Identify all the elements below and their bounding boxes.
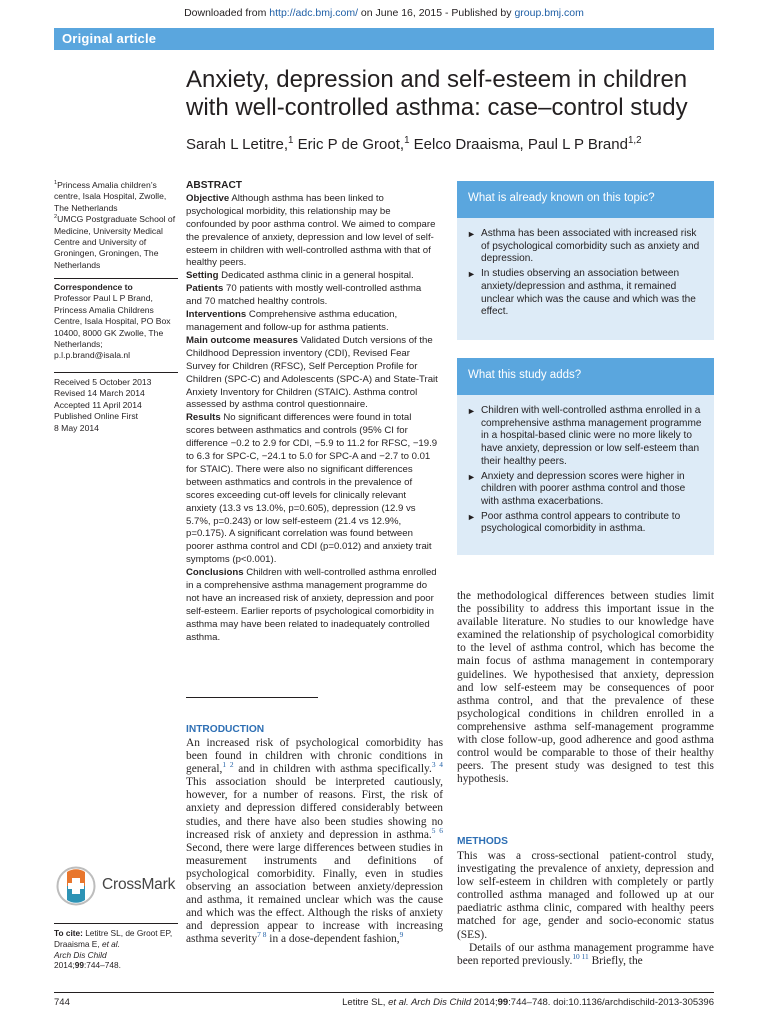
sidebar-divider: [54, 278, 178, 279]
abstract-patients: [186, 283, 439, 309]
known-item: [457, 268, 714, 319]
interventions-label: Interventions: [186, 309, 247, 321]
intro-continuation: [457, 590, 714, 786]
download-mid: on June 16, 2015 - Published by: [358, 7, 515, 19]
known-list: [457, 228, 714, 319]
patients-text: 70 patients with mostly well-controlled asthma and 70 matched healthy controls.: [186, 283, 422, 308]
outcome-text: Validated Dutch versions of the Childhood Depression inventory (CDI), Revised Fear Survey for Children (RFSC), Self Perception Profile for Children (SPC-C) and Adolescents (SPC-A) and State-Trait Anxiety Inventory for Children (STAIC). Asthma control assessed by asthma control questionnaire.: [186, 334, 438, 411]
intro-text-1: An increased risk of psychological comorbidity has been found in children with chronic conditions in general,: [186, 737, 443, 776]
footer-citation: [342, 997, 714, 1008]
known-item-text: In studies observing an association between anxiety/depression and asthma, it remained unclear which was the cause and which was the effect.: [481, 268, 696, 318]
intro-continuation-paragraph: the methodological differences between studies limit the possibility to address this important issue in the available literature. No studies to our knowledge have examined the relationship of psychological comorbidity to the level of asthma control, which has become the main focus of asthma management in contemporary guidelines. We hypothesised that anxiety, depression and low self-esteem may be consequences of poor asthma control, and that the prevalence of these psychological conditions in children enrolled in a comprehensive asthma self-management programme with close follow-up, good adherence and good asthma control would be comparable to those of their healthy peers. The present study was designed to test this hypothesis.: [457, 590, 714, 786]
correspondence-heading: Correspondence to: [54, 282, 133, 292]
author-2-affiliation: 1: [404, 135, 410, 146]
results-label: Results: [186, 412, 221, 424]
title-line-1: Anxiety, depression and self-esteem in children: [186, 66, 688, 93]
methods-text-2: Details of our asthma management programme have been reported previously.: [457, 941, 714, 967]
results-text: No significant differences were found in total scores between asthmatics and controls (95% CI for difference −0.2 to 2.9 for CDI, −5.9 to 11.2 for RFSC, −19.9 to 6.3 for SPC-C, −24.1 to 5.0 for SPC-A and −2.7 to 0.01 for STAIC). There were also no significant differences between asthmatics and controls in the prevalence of scores exceeding cut-off levels for clinically relevant anxiety (13.3 vs 13.0%, p=0.605), depression (12.9 vs 5.7%, p=0.243) or low self-esteem (21.4 vs 12.9%, p=0.175). A significant correlation was found between poorer asthma control and CDI (p=0.012) and anxiety trait symptoms (p<0.001).: [186, 412, 438, 566]
methods-paragraph-1: This was a cross-sectional patient-control study, investigating the prevalence of anxiety, depression and low self-esteem in children with completely or partly controlled asthma managed and followed up at our paediatric asthma clinic, compared with healthy peers matched for age, gender and socio-economic status (SES).: [457, 850, 714, 941]
abstract: [186, 180, 439, 645]
author-1-affiliation: 1: [288, 135, 294, 146]
cite-pages: :744–748.: [84, 960, 121, 971]
arrow-bullet-icon: ►: [467, 406, 476, 416]
abstract-setting: [186, 270, 439, 283]
adds-box: [457, 395, 714, 555]
cite-volume: 99: [74, 960, 84, 971]
outcome-label: Main outcome measures: [186, 334, 298, 346]
section-banner: [54, 28, 714, 50]
reference-link[interactable]: 7 8: [257, 930, 267, 940]
intro-text-5: in a dose-dependent fashion,: [266, 933, 400, 946]
known-item-text: Asthma has been associated with increased risk of psychological comorbidity such as anxiety and depression.: [481, 228, 700, 265]
intro-text-3: This association should be interpreted cautiously, however, for a number of reasons. First, the risk of anxiety and depression differed considerably between studies, and there have also been studies showing no increased risk of anxiety and depression in asthma.: [186, 776, 443, 841]
intro-text-2: and in children with asthma specifically.: [233, 763, 432, 776]
crossmark-label: CrossMark: [102, 876, 176, 893]
methods-body: [457, 850, 714, 968]
abstract-heading: ABSTRACT: [186, 180, 243, 191]
affiliation-2: [54, 214, 178, 271]
patients-label: Patients: [186, 283, 224, 295]
interventions-text: Comprehensive asthma education, management and follow-up for asthma patients.: [186, 309, 398, 333]
intro-text-4: Second, there were large differences between studies in measurement instruments and definitions of psychological comorbidity. Finally, even in studies observing an association between anxiety/depression and asthma, it remained unclear which was the cause and which was the effect. Although the risks of anxiety and depression appear to increase with increasing asthma severity: [186, 841, 443, 946]
author-2: Eric P de Groot,: [293, 136, 405, 153]
introduction-body: [186, 737, 443, 947]
section-label: Original article: [62, 31, 157, 46]
affiliation-1-marker: 1: [54, 180, 58, 187]
author-4-affiliation: 1,2: [627, 135, 642, 146]
methods-heading: METHODS: [457, 836, 508, 847]
abstract-conclusions: [186, 567, 439, 644]
objective-label: Objective: [186, 192, 230, 204]
author-list: [186, 136, 642, 153]
footer-cite-volume: 99: [497, 997, 509, 1008]
footer-divider: [54, 992, 714, 993]
arrow-bullet-icon: ►: [467, 269, 476, 280]
author-3-4: Eelco Draaisma, Paul L P Brand: [409, 136, 628, 153]
date-published: 8 May 2014: [54, 422, 99, 433]
objective-text: Although asthma has been linked to psychological morbidity, this relationship may be confounded by poor asthma control. We aimed to compare the prevalence of anxiety, depression and low level of self-esteem in children with well-controlled asthma with that of healthy peers.: [186, 192, 436, 269]
reference-link[interactable]: 10 11: [572, 951, 589, 961]
arrow-bullet-icon: ►: [467, 511, 476, 522]
footer-cite-year: 2014;: [471, 997, 498, 1008]
abstract-outcome-measures: [186, 335, 439, 412]
reference-link[interactable]: 5 6: [431, 825, 443, 835]
adds-item-text: Anxiety and depression scores were higher in children with poorer asthma control and those with asthma exacerbations.: [481, 470, 686, 507]
page-number: 744: [54, 997, 70, 1008]
download-notice: [0, 7, 768, 19]
article-dates: [54, 377, 178, 434]
affiliation-1-text: Princess Amalia children’s centre, Isala Hospital, Zwolle, The Netherlands: [54, 180, 167, 213]
correspondence: [54, 282, 178, 362]
footer-cite-etal: et al.: [388, 997, 409, 1008]
affiliation-2-text: UMCG Postgraduate School of Medicine, University Medical Centre and University of Groningen, Groningen, The Netherlands: [54, 214, 176, 270]
setting-text: Dedicated asthma clinic in a general hospital.: [218, 270, 414, 282]
methods-paragraph-2: [457, 942, 714, 968]
introduction-paragraph: [186, 737, 443, 947]
cite-etal: et al.: [101, 938, 120, 949]
reference-link[interactable]: 3 4: [431, 760, 443, 770]
adds-list: [457, 405, 714, 536]
article-title: [186, 66, 726, 122]
introduction-heading: INTRODUCTION: [186, 724, 265, 735]
setting-label: Setting: [186, 270, 219, 282]
crossmark-icon: [56, 866, 96, 906]
download-prefix: Downloaded from: [184, 7, 270, 19]
author-1: Sarah L Letitre,: [186, 136, 289, 153]
adds-box-header: [457, 358, 714, 395]
cite-authors: Letitre SL, de Groot EP, Draaisma E,: [54, 928, 173, 949]
sidebar-divider: [54, 372, 178, 373]
known-box: [457, 218, 714, 340]
abstract-interventions: [186, 309, 439, 335]
adds-item-text: Children with well-controlled asthma enrolled in a comprehensive asthma management programme in a hospital-based clinic were no more likely to have anxiety, depression or low self-esteem than their healthy peers.: [481, 405, 702, 467]
footer-cite-authors: Letitre SL,: [342, 997, 389, 1008]
footer-cite-journal: Arch Dis Child: [408, 997, 472, 1008]
conclusions-label: Conclusions: [186, 567, 244, 579]
abstract-objective: [186, 193, 439, 270]
cite-year: 2014;: [54, 960, 75, 971]
correspondence-text: Professor Paul L P Brand, Princess Amalia Childrens Centre, Isala Hospital, PO Box 10400, 8000 GK Zwolle, The Netherlands; p.l.p.brand@isala.nl: [54, 293, 171, 361]
adds-box-title: What this study adds?: [468, 369, 582, 381]
known-item: [457, 228, 714, 266]
affiliation-2-marker: 2: [54, 214, 58, 221]
adds-item: [457, 511, 714, 536]
adds-item: [457, 471, 714, 509]
crossmark-badge[interactable]: [56, 866, 180, 906]
known-box-header: [457, 181, 714, 218]
title-line-2: with well-controlled asthma: case–control study: [186, 94, 688, 121]
cite-journal: Arch Dis Child: [54, 949, 107, 960]
cite-text: [54, 924, 178, 971]
publisher-site-link[interactable]: group.bmj.com: [514, 7, 584, 19]
arrow-bullet-icon: ►: [467, 471, 476, 482]
reference-link[interactable]: 1 2: [222, 760, 234, 770]
date-received: Received 5 October 2013: [54, 377, 152, 387]
adds-item-text: Poor asthma control appears to contribute to psychological comorbidity in asthma.: [481, 510, 681, 535]
methods-text-2-end: Briefly, the: [588, 954, 643, 967]
date-accepted: Accepted 11 April 2014: [54, 399, 142, 410]
conclusions-text: Children with well-controlled asthma enrolled in a comprehensive asthma management programme do not have an increased risk of anxiety, depression and poor self-esteem. Earlier reports of psychological comorbidity in asthma may have been related to inadequately controlled asthma.: [186, 567, 437, 643]
date-published-label: Published Online First: [54, 411, 139, 422]
reference-link[interactable]: 9: [399, 930, 404, 940]
affiliations: [54, 180, 178, 271]
footer-cite-doi[interactable]: :744–748. doi:10.1136/archdischild-2013-305396: [508, 997, 714, 1008]
cite-box: [54, 923, 178, 982]
date-revised: Revised 14 March 2014: [54, 388, 145, 399]
arrow-bullet-icon: ►: [467, 229, 476, 239]
abstract-results: [186, 412, 439, 567]
affiliation-1: [54, 180, 178, 214]
known-box-title: What is already known on this topic?: [468, 192, 655, 204]
adds-item: [457, 405, 714, 469]
cite-label: To cite:: [54, 928, 83, 938]
abstract-divider: [186, 697, 318, 698]
download-url-link[interactable]: http://adc.bmj.com/: [269, 7, 358, 19]
